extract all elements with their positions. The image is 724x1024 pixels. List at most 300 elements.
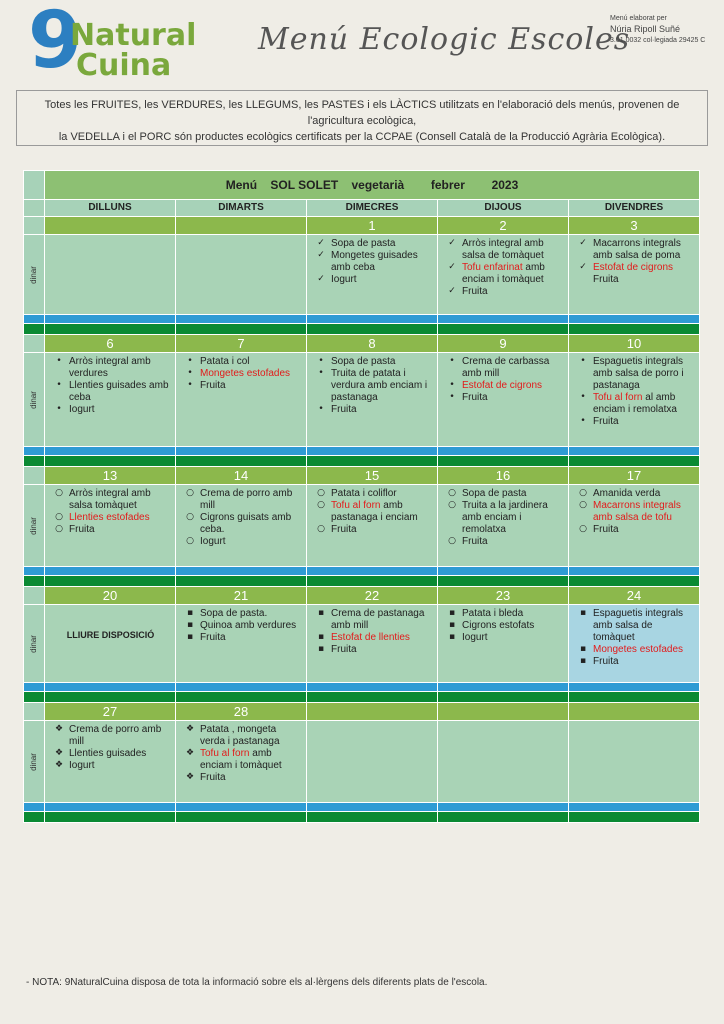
- dish-name: Sopa de pasta: [331, 356, 396, 367]
- day-menu-cell: [307, 485, 438, 567]
- dish-list: [180, 488, 303, 548]
- dish-list: [442, 238, 565, 298]
- green-band: [45, 812, 176, 823]
- green-band: [438, 576, 569, 587]
- blue-band: [307, 315, 438, 324]
- day-menu-cell: [307, 353, 438, 447]
- notice-line1: Totes les FRUITES, les VERDURES, les LLEGUMS, les PASTES i els LÀCTICS utilitzats en l'elaboració dels menús, provenen de l'agricultura ecològica,: [44, 99, 680, 127]
- bullet-marker: ✓: [579, 262, 587, 272]
- green-band: [569, 456, 700, 467]
- green-band: [307, 576, 438, 587]
- blue-band-row: [24, 803, 700, 812]
- dish-name: Iogurt: [331, 274, 357, 285]
- green-band: [438, 692, 569, 703]
- bullet-marker: ▪: [186, 620, 194, 630]
- dish-name: Mongetes estofades: [593, 644, 684, 655]
- day-menu-cell: [438, 721, 569, 803]
- dish-item: [573, 238, 696, 262]
- side-cell: [24, 171, 45, 200]
- bullet-marker: ❖: [185, 748, 195, 758]
- dish-list: [49, 488, 172, 536]
- green-band: [45, 692, 176, 703]
- blue-band: [24, 315, 45, 324]
- day-header: DIMARTS: [176, 200, 307, 217]
- dish-item: [442, 262, 565, 286]
- dish-item: [573, 524, 696, 536]
- dish-name: Sopa de pasta: [331, 238, 396, 249]
- blue-band-row: [24, 567, 700, 576]
- blue-band: [569, 567, 700, 576]
- dish-name: Crema de porro amb mill: [69, 724, 162, 747]
- blue-band: [176, 567, 307, 576]
- day-menu-cell: [307, 721, 438, 803]
- week-numbers-row: [24, 335, 700, 353]
- dish-list: [573, 356, 696, 428]
- dish-name: Sopa de pasta: [462, 488, 527, 499]
- free-day-label: LLIURE DISPOSICIÓ: [66, 630, 155, 640]
- bullet-marker: ❖: [185, 724, 195, 734]
- dish-name: Mongetes guisades amb ceba: [331, 250, 418, 273]
- day-number: 28: [176, 703, 307, 721]
- week-numbers-row: [24, 703, 700, 721]
- dish-item: [442, 392, 565, 404]
- day-menu-cell: [569, 721, 700, 803]
- green-band: [307, 812, 438, 823]
- bullet-marker: ○: [317, 524, 325, 534]
- green-band: [438, 812, 569, 823]
- dish-name: Fruita: [593, 274, 619, 285]
- bullet-marker: •: [56, 356, 62, 366]
- dish-item: [180, 632, 303, 644]
- dish-item: [311, 368, 434, 404]
- side-cell: [24, 703, 45, 721]
- dish-item: [311, 250, 434, 274]
- day-number: 20: [45, 587, 176, 605]
- bullet-marker: ▪: [579, 656, 587, 666]
- bullet-marker: ▪: [317, 632, 325, 642]
- dish-name: Fruita: [331, 524, 357, 535]
- bullet-marker: ○: [579, 488, 587, 498]
- dish-name: Tofu al forn: [200, 748, 250, 759]
- dish-list: [311, 238, 434, 286]
- dish-item: [573, 644, 696, 656]
- bullet-marker: ▪: [186, 632, 194, 642]
- dish-item: [311, 524, 434, 536]
- dish-name: Quinoa amb verdures: [200, 620, 297, 631]
- day-menu-cell: [307, 235, 438, 315]
- dish-item: [49, 760, 172, 772]
- dish-item: [573, 500, 696, 524]
- dish-item: [180, 620, 303, 632]
- dish-item: [442, 356, 565, 380]
- green-band: [24, 812, 45, 823]
- day-number: 13: [45, 467, 176, 485]
- dish-item: [442, 632, 565, 644]
- day-menu-cell: [569, 353, 700, 447]
- blue-band: [438, 683, 569, 692]
- dish-name: Patata i coliflor: [331, 488, 397, 499]
- day-menu-cell: [438, 605, 569, 683]
- day-menu-cell: [569, 605, 700, 683]
- blue-band: [24, 567, 45, 576]
- blue-band: [45, 567, 176, 576]
- day-number: 24: [569, 587, 700, 605]
- bullet-marker: ○: [186, 512, 194, 522]
- logo-numeral: 9: [28, 0, 83, 86]
- week-numbers-row: [24, 587, 700, 605]
- day-menu-cell: [176, 353, 307, 447]
- blue-band-row: [24, 683, 700, 692]
- dish-item: [180, 488, 303, 512]
- day-number: 1: [307, 217, 438, 235]
- dish-list: [573, 488, 696, 536]
- dish-list: [442, 356, 565, 404]
- menu-table: [23, 170, 700, 823]
- dish-item: [442, 238, 565, 262]
- bullet-marker: ❖: [54, 748, 64, 758]
- dish-item: [311, 488, 434, 500]
- dish-name: Llenties estofades: [69, 512, 150, 523]
- bullet-marker: ▪: [317, 608, 325, 618]
- green-band: [24, 324, 45, 335]
- bullet-marker: ○: [317, 488, 325, 498]
- green-band: [45, 576, 176, 587]
- dish-item: [442, 286, 565, 298]
- bullet-marker: •: [449, 380, 455, 390]
- day-number: 27: [45, 703, 176, 721]
- day-menu-cell: [45, 235, 176, 315]
- green-band: [307, 692, 438, 703]
- dish-item: [49, 488, 172, 512]
- dish-item: [180, 608, 303, 620]
- dish-name: Patata , mongeta verda i pastanaga: [200, 724, 280, 747]
- dish-item: [442, 608, 565, 620]
- green-band-row: [24, 692, 700, 703]
- dish-name: Iogurt: [69, 760, 95, 771]
- allergen-note: - NOTA: 9NaturalCuina disposa de tota la informació sobre els al·lèrgens dels diferents plats de l'escola.: [26, 977, 488, 988]
- dish-list: [311, 608, 434, 656]
- day-menu-cell: [176, 485, 307, 567]
- day-number: [438, 703, 569, 721]
- dish-accompaniment: amb enciam i tomàquet: [462, 262, 545, 285]
- dish-list: [180, 356, 303, 392]
- day-menu-cell: [45, 353, 176, 447]
- green-band: [24, 576, 45, 587]
- dish-list: [180, 724, 303, 784]
- blue-band: [438, 447, 569, 456]
- bullet-marker: •: [187, 356, 193, 366]
- dish-name: Arròs integral amb verdures: [69, 356, 151, 379]
- day-header: DIVENDRES: [569, 200, 700, 217]
- author-name: Núria Ripoll Suñé: [610, 24, 681, 35]
- dish-item: [311, 500, 434, 524]
- week-menu-row: [24, 485, 700, 567]
- side-cell: [24, 200, 45, 217]
- dish-item: [180, 356, 303, 368]
- bullet-marker: •: [56, 380, 62, 390]
- side-cell: [24, 217, 45, 235]
- green-band: [176, 324, 307, 335]
- bullet-marker: ○: [55, 512, 63, 522]
- bullet-marker: •: [318, 368, 324, 378]
- dish-item: [573, 392, 696, 416]
- dish-item: [442, 536, 565, 548]
- day-number: [45, 217, 176, 235]
- notice-line2: la VEDELLA i el PORC són productes ecològics certificats per la CCPAE (Consell Català de la Producció Agrària Ecològica).: [58, 130, 666, 143]
- blue-band: [176, 315, 307, 324]
- dish-name: Llenties guisades: [69, 748, 147, 759]
- blue-band: [438, 315, 569, 324]
- blue-band: [24, 683, 45, 692]
- dish-item: [442, 500, 565, 536]
- author-block: [610, 14, 720, 45]
- blue-band: [24, 803, 45, 812]
- bullet-marker: ▪: [579, 644, 587, 654]
- bullet-marker: •: [580, 416, 586, 426]
- dish-item: [49, 724, 172, 748]
- dish-item: [49, 524, 172, 536]
- bullet-marker: ▪: [317, 644, 325, 654]
- dish-item: [573, 656, 696, 668]
- week-menu-row: [24, 605, 700, 683]
- dish-item: [180, 724, 303, 748]
- day-menu-cell: [45, 605, 176, 683]
- dish-list: [311, 356, 434, 416]
- dish-name: Macarrons integrals amb salsa de tofu: [593, 500, 681, 523]
- green-band: [569, 692, 700, 703]
- logo-word-cuina: Cuina: [76, 48, 172, 83]
- bullet-marker: •: [580, 392, 586, 402]
- dish-list: [180, 608, 303, 644]
- dish-name: Fruita: [462, 536, 488, 547]
- day-number: 22: [307, 587, 438, 605]
- dish-item: [311, 644, 434, 656]
- meal-label-cell: [24, 235, 45, 315]
- dish-name: Amanida verda: [593, 488, 661, 499]
- bullet-marker: ○: [448, 536, 456, 546]
- day-menu-cell: [438, 485, 569, 567]
- dish-item: [311, 274, 434, 286]
- green-band: [307, 324, 438, 335]
- dish-item: [49, 404, 172, 416]
- bullet-marker: ❖: [54, 760, 64, 770]
- ecological-notice: [16, 90, 708, 146]
- day-number: [569, 703, 700, 721]
- day-header: DIJOUS: [438, 200, 569, 217]
- day-menu-cell: [45, 721, 176, 803]
- blue-band: [45, 683, 176, 692]
- green-band: [24, 456, 45, 467]
- blue-band: [569, 315, 700, 324]
- dish-name: Iogurt: [69, 404, 95, 415]
- blue-band: [307, 683, 438, 692]
- bullet-marker: ○: [448, 500, 456, 510]
- dish-accompaniment: al amb enciam i remolatxa: [593, 392, 677, 415]
- dish-item: [180, 536, 303, 548]
- green-band: [307, 456, 438, 467]
- blue-band: [176, 447, 307, 456]
- green-band: [45, 324, 176, 335]
- dish-name: Fruita: [593, 524, 619, 535]
- week-menu-row: [24, 235, 700, 315]
- bullet-marker: ✓: [448, 262, 456, 272]
- bullet-marker: ○: [579, 500, 587, 510]
- day-menu-cell: [176, 235, 307, 315]
- dish-name: Patata i bleda: [462, 608, 524, 619]
- dish-item: [311, 608, 434, 632]
- dish-name: Espaguetis integrals amb salsa de porro i pastanaga: [593, 356, 684, 391]
- day-number: 23: [438, 587, 569, 605]
- side-cell: [24, 467, 45, 485]
- blue-band: [569, 803, 700, 812]
- bullet-marker: ○: [55, 524, 63, 534]
- day-number: 7: [176, 335, 307, 353]
- day-number: 3: [569, 217, 700, 235]
- dish-name: Crema de porro amb mill: [200, 488, 293, 511]
- day-number: 15: [307, 467, 438, 485]
- dish-item: [442, 380, 565, 392]
- green-band: [176, 812, 307, 823]
- dish-item: [573, 356, 696, 392]
- dish-name: Fruita: [69, 524, 95, 535]
- blue-band-row: [24, 315, 700, 324]
- meal-label-cell: [24, 605, 45, 683]
- blue-band: [438, 567, 569, 576]
- green-band: [176, 576, 307, 587]
- bullet-marker: •: [56, 404, 62, 414]
- bullet-marker: ✓: [448, 238, 456, 248]
- blue-band: [45, 315, 176, 324]
- dish-name: Fruita: [331, 404, 357, 415]
- day-number: 2: [438, 217, 569, 235]
- green-band: [569, 812, 700, 823]
- day-number: 9: [438, 335, 569, 353]
- blue-band: [569, 683, 700, 692]
- bullet-marker: •: [580, 356, 586, 366]
- green-band-row: [24, 576, 700, 587]
- dish-name: Macarrons integrals amb salsa de poma: [593, 238, 681, 261]
- day-menu-cell: [176, 605, 307, 683]
- dish-name: Truita a la jardinera amb enciam i remolatxa: [462, 500, 548, 535]
- dish-name: Fruita: [462, 392, 488, 403]
- dish-list: [573, 238, 696, 286]
- day-menu-cell: [438, 353, 569, 447]
- day-header-row: [24, 200, 700, 217]
- day-header: DIMECRES: [307, 200, 438, 217]
- blue-band: [307, 567, 438, 576]
- dish-name: Crema de pastanaga amb mill: [331, 608, 425, 631]
- dish-item: [311, 356, 434, 368]
- dish-item: [49, 356, 172, 380]
- dish-name: Tofu enfarinat: [462, 262, 523, 273]
- meal-label-cell: [24, 353, 45, 447]
- bullet-marker: •: [187, 380, 193, 390]
- blue-band: [45, 803, 176, 812]
- dish-item: [442, 488, 565, 500]
- dish-name: Espaguetis integrals amb salsa de tomàquet: [593, 608, 684, 643]
- bullet-marker: ❖: [54, 724, 64, 734]
- blue-band: [307, 803, 438, 812]
- bullet-marker: ▪: [448, 608, 456, 618]
- day-number: 16: [438, 467, 569, 485]
- dish-name: Estofat de cigrons: [593, 262, 674, 273]
- dish-name: Patata i col: [200, 356, 250, 367]
- dish-accompaniment: amb pastanaga i enciam: [331, 500, 418, 523]
- dish-name: Truita de patata i verdura amb enciam i pastanaga: [331, 368, 428, 403]
- dish-item: [180, 380, 303, 392]
- day-number: 10: [569, 335, 700, 353]
- dish-item: [573, 488, 696, 500]
- blue-band: [307, 447, 438, 456]
- blue-band-row: [24, 447, 700, 456]
- dish-name: Fruita: [331, 644, 357, 655]
- bullet-marker: ○: [448, 488, 456, 498]
- day-header: DILLUNS: [45, 200, 176, 217]
- meal-label: dinar: [29, 516, 39, 535]
- dish-name: Fruita: [200, 632, 226, 643]
- dish-list: [49, 724, 172, 772]
- dish-list: [442, 488, 565, 548]
- bullet-marker: ▪: [448, 632, 456, 642]
- logo-word-natural: Natural: [70, 18, 197, 53]
- green-band: [569, 324, 700, 335]
- bullet-marker: ❖: [185, 772, 195, 782]
- meal-label: dinar: [29, 634, 39, 653]
- dish-name: Cigrons guisats amb ceba.: [200, 512, 292, 535]
- dish-name: Iogurt: [200, 536, 226, 547]
- bullet-marker: •: [449, 392, 455, 402]
- day-number: 6: [45, 335, 176, 353]
- dish-item: [311, 632, 434, 644]
- dish-name: Llenties guisades amb ceba: [69, 380, 169, 403]
- dish-name: Fruita: [593, 656, 619, 667]
- dish-item: [180, 748, 303, 772]
- day-menu-cell: [307, 605, 438, 683]
- bullet-marker: ✓: [317, 274, 325, 284]
- meal-label: dinar: [29, 390, 39, 409]
- day-number: 17: [569, 467, 700, 485]
- dish-name: Tofu al forn: [331, 500, 381, 511]
- dish-name: Fruita: [200, 772, 226, 783]
- day-menu-cell: [45, 485, 176, 567]
- blue-band: [438, 803, 569, 812]
- meal-label-cell: [24, 485, 45, 567]
- bullet-marker: •: [187, 368, 193, 378]
- dish-item: [180, 512, 303, 536]
- bullet-marker: ○: [55, 488, 63, 498]
- green-band: [24, 692, 45, 703]
- blue-band: [45, 447, 176, 456]
- page-title: Menú Ecologic Escoles: [258, 22, 631, 57]
- bullet-marker: ○: [317, 500, 325, 510]
- green-band: [176, 456, 307, 467]
- blue-band: [24, 447, 45, 456]
- bullet-marker: ✓: [317, 250, 325, 260]
- dish-item: [180, 772, 303, 784]
- dish-list: [49, 356, 172, 416]
- menu-title-row: [24, 171, 700, 200]
- dish-list: [573, 608, 696, 668]
- meal-label-cell: [24, 721, 45, 803]
- bullet-marker: •: [318, 404, 324, 414]
- bullet-marker: ▪: [448, 620, 456, 630]
- dish-name: Crema de carbassa amb mill: [462, 356, 550, 379]
- side-cell: [24, 587, 45, 605]
- bullet-marker: ▪: [579, 608, 587, 618]
- bullet-marker: ✓: [448, 286, 456, 296]
- blue-band: [176, 803, 307, 812]
- bullet-marker: ✓: [579, 238, 587, 248]
